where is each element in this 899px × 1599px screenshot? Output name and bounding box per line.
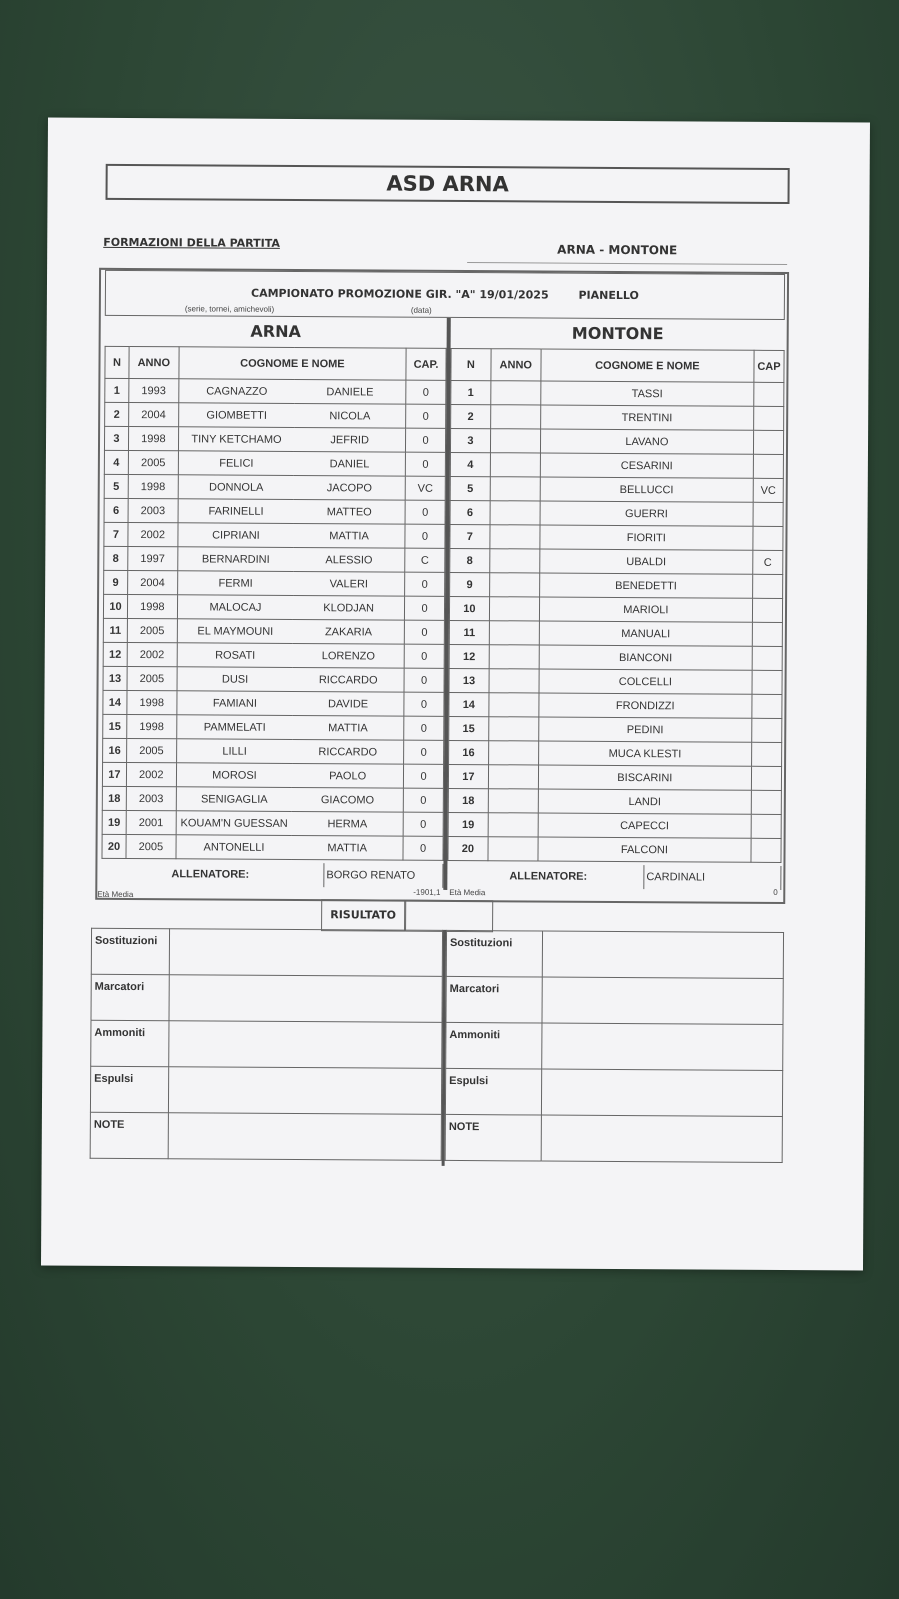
col-cognome-nome: COGNOME E NOME (541, 349, 754, 382)
table-row (104, 474, 445, 500)
player-surname: GIOMBETTI (178, 403, 294, 428)
player-number: 20 (102, 834, 126, 858)
player-name: MUCA KLESTI (538, 741, 751, 766)
player-firstname: JACOPO (294, 475, 406, 500)
table-row (103, 714, 444, 740)
player-name: FIORITI (540, 525, 753, 550)
home-espulsi-label: Espulsi (90, 1066, 168, 1112)
player-captain (753, 430, 783, 454)
table-row (103, 738, 444, 764)
player-surname: ROSATI (177, 643, 293, 668)
player-number: 17 (448, 764, 488, 788)
home-events-table (90, 928, 443, 1161)
player-year (488, 789, 538, 813)
player-year (488, 741, 538, 765)
player-captain: 0 (405, 572, 445, 596)
player-surname: FERMI (177, 571, 293, 596)
table-row (450, 428, 783, 454)
table-row (449, 644, 782, 670)
table-row (104, 498, 445, 524)
player-surname: ANTONELLI (176, 835, 292, 860)
home-ammoniti-label: Ammoniti (91, 1020, 169, 1066)
player-year (488, 765, 538, 789)
player-year: 2001 (126, 810, 176, 834)
player-number: 8 (104, 546, 128, 570)
player-firstname: RICCARDO (293, 667, 405, 692)
table-row (450, 572, 783, 598)
away-marcatori-label: Marcatori (446, 976, 542, 1023)
player-year: 2003 (126, 786, 176, 810)
table-row (449, 740, 782, 766)
player-number: 16 (449, 740, 489, 764)
player-captain: 0 (405, 500, 445, 524)
player-captain (752, 742, 782, 766)
player-number: 7 (104, 522, 128, 546)
player-captain (752, 670, 782, 694)
player-year: 2005 (127, 618, 177, 642)
player-surname: DUSI (177, 667, 293, 692)
player-surname: PAMMELATI (176, 715, 292, 740)
player-year: 2005 (128, 450, 178, 474)
home-eta-media-value: -1901,1 (413, 887, 441, 897)
player-number: 10 (103, 594, 127, 618)
player-number: 11 (449, 620, 489, 644)
home-espulsi-value (168, 1067, 441, 1115)
player-number: 12 (449, 644, 489, 668)
player-captain: 0 (404, 668, 444, 692)
player-number: 6 (450, 500, 490, 524)
player-captain: 0 (405, 596, 445, 620)
col-n: N (451, 348, 491, 380)
table-row (103, 642, 444, 668)
away-espulsi-label: Espulsi (445, 1068, 541, 1115)
player-surname: FAMIANI (177, 691, 293, 716)
player-captain: VC (405, 476, 445, 500)
player-number: 5 (104, 474, 128, 498)
player-number: 3 (104, 426, 128, 450)
table-row (102, 762, 443, 788)
player-captain: 0 (406, 428, 446, 452)
player-surname: MALOCAJ (177, 595, 293, 620)
player-year (490, 429, 540, 453)
player-captain (754, 406, 784, 430)
player-surname: EL MAYMOUNI (177, 619, 293, 644)
player-name: TRENTINI (540, 405, 753, 430)
player-year (489, 717, 539, 741)
home-note-label: NOTE (90, 1112, 168, 1158)
player-name: GUERRI (540, 501, 753, 526)
player-year (489, 645, 539, 669)
player-firstname: ZAKARIA (293, 619, 405, 644)
player-year (490, 525, 540, 549)
home-marcatori-label: Marcatori (91, 974, 169, 1020)
col-anno: ANNO (129, 346, 179, 378)
table-row (103, 666, 444, 692)
player-year (488, 813, 538, 837)
home-note-value (168, 1113, 441, 1161)
form-label: FORMAZIONI DELLA PARTITA (103, 235, 280, 250)
home-ammoniti-value (169, 1021, 442, 1069)
player-captain (752, 694, 782, 718)
player-captain (753, 454, 783, 478)
table-row (448, 764, 781, 790)
player-firstname: MATTIA (292, 715, 404, 740)
player-captain: 0 (404, 644, 444, 668)
player-firstname: VALERI (293, 571, 405, 596)
table-row (450, 524, 783, 550)
player-year: 1998 (127, 690, 177, 714)
home-sostituzioni-label: Sostituzioni (91, 928, 169, 974)
table-row (449, 620, 782, 646)
player-firstname: MATTIA (292, 835, 404, 860)
player-name: BENEDETTI (539, 573, 752, 598)
col-cognome-nome: COGNOME E NOME (179, 347, 407, 380)
player-captain: C (405, 548, 445, 572)
player-name: TASSI (540, 381, 753, 406)
player-captain: 0 (404, 620, 444, 644)
table-row (448, 836, 781, 862)
player-year: 1998 (127, 714, 177, 738)
player-number: 18 (448, 788, 488, 812)
player-number: 19 (448, 812, 488, 836)
player-number: 4 (104, 450, 128, 474)
home-eta-media-label: Età Media (97, 889, 134, 900)
player-year: 2004 (128, 570, 178, 594)
player-firstname: HERMA (292, 811, 404, 836)
player-captain: 0 (404, 764, 444, 788)
result-label: RISULTATO (321, 899, 405, 932)
player-year (490, 501, 540, 525)
player-year: 2003 (128, 498, 178, 522)
player-year: 1998 (128, 426, 178, 450)
col-n: N (105, 346, 129, 378)
player-firstname: NICOLA (294, 404, 406, 429)
table-row (103, 618, 444, 644)
table-row (102, 810, 443, 836)
player-name: LANDI (538, 789, 751, 814)
table-row (449, 596, 782, 622)
player-name: PEDINI (538, 717, 751, 742)
away-ammoniti-value (542, 1023, 783, 1070)
player-number: 10 (449, 596, 489, 620)
player-year (491, 381, 541, 405)
away-sostituzioni-value (542, 931, 783, 978)
player-captain: 0 (405, 524, 445, 548)
player-captain (751, 838, 781, 862)
player-number: 20 (448, 836, 488, 860)
away-coach-label: ALLENATORE: (509, 870, 588, 883)
away-marcatori-value (542, 977, 783, 1024)
table-row (449, 692, 782, 718)
away-sostituzioni-label: Sostituzioni (446, 930, 542, 977)
player-year: 1998 (128, 474, 178, 498)
player-number: 13 (103, 666, 127, 690)
player-year: 1993 (129, 378, 179, 402)
player-number: 18 (102, 786, 126, 810)
table-row (103, 690, 444, 716)
player-year: 2002 (128, 522, 178, 546)
player-number: 6 (104, 498, 128, 522)
table-row (102, 834, 443, 860)
player-firstname: MATTEO (294, 499, 406, 524)
home-team-name: ARNA (250, 321, 301, 342)
player-number: 2 (105, 402, 129, 426)
player-year: 2002 (127, 642, 177, 666)
player-surname: DONNOLA (178, 475, 294, 500)
player-captain (753, 502, 783, 526)
table-row (450, 500, 783, 526)
home-marcatori-value (169, 975, 442, 1023)
player-captain (753, 574, 783, 598)
away-roster-table (447, 348, 784, 863)
player-captain: VC (753, 478, 783, 502)
away-note-label: NOTE (445, 1114, 541, 1161)
small-note-left: (serie, tornei, amichevoli) (184, 304, 275, 314)
championship-label: CAMPIONATO PROMOZIONE GIR. "A" 19/01/2025 (250, 286, 549, 302)
player-year: 2005 (127, 666, 177, 690)
player-firstname: MATTIA (294, 523, 406, 548)
player-name: FRONDIZZI (539, 693, 752, 718)
player-captain: 0 (403, 788, 443, 812)
player-number: 4 (450, 452, 490, 476)
player-name: CAPECCI (538, 813, 751, 838)
player-name: BISCARINI (538, 765, 751, 790)
player-captain (752, 646, 782, 670)
player-year (488, 837, 538, 861)
col-cap: CAP (754, 350, 784, 382)
table-row (104, 522, 445, 548)
player-name: MARIOLI (539, 597, 752, 622)
lineup-sheet (41, 117, 870, 1270)
player-number: 8 (450, 548, 490, 572)
player-captain (751, 790, 781, 814)
table-row (451, 404, 784, 430)
player-firstname: PAOLO (292, 763, 404, 788)
player-surname: BERNARDINI (177, 547, 293, 572)
player-year (490, 453, 540, 477)
player-year (490, 477, 540, 501)
player-number: 5 (450, 476, 490, 500)
away-eta-media-value: 0 (773, 887, 778, 897)
player-number: 19 (102, 810, 126, 834)
table-row (449, 716, 782, 742)
player-captain: 0 (404, 692, 444, 716)
player-captain: 0 (405, 452, 445, 476)
player-captain: 0 (404, 716, 444, 740)
player-year: 1998 (127, 594, 177, 618)
player-name: BIANCONI (539, 645, 752, 670)
match-label: ARNA - MONTONE (557, 242, 678, 258)
player-captain (752, 718, 782, 742)
player-surname: TINY KETCHAMO (178, 427, 294, 452)
player-firstname: RICCARDO (292, 739, 404, 764)
player-number: 7 (450, 524, 490, 548)
table-row (104, 546, 445, 572)
player-number: 17 (102, 762, 126, 786)
venue-label: PIANELLO (578, 288, 639, 303)
player-year (489, 621, 539, 645)
player-surname: SENIGAGLIA (176, 787, 292, 812)
table-row (449, 668, 782, 694)
table-row (451, 380, 784, 406)
small-note-right: (data) (410, 305, 432, 315)
player-captain (752, 598, 782, 622)
player-surname: FARINELLI (178, 499, 294, 524)
player-year (489, 669, 539, 693)
player-name: CESARINI (540, 453, 753, 478)
player-captain (751, 766, 781, 790)
player-captain: C (753, 550, 783, 574)
player-captain: 0 (403, 836, 443, 860)
player-surname: FELICI (178, 451, 294, 476)
player-firstname: DANIEL (294, 451, 406, 476)
player-firstname: GIACOMO (292, 787, 404, 812)
player-year: 2004 (129, 402, 179, 426)
player-firstname: KLODJAN (293, 595, 405, 620)
player-captain (751, 814, 781, 838)
player-surname: CAGNAZZO (179, 379, 295, 404)
player-year (490, 405, 540, 429)
player-name: UBALDI (539, 549, 752, 574)
club-title: ASD ARNA (106, 164, 790, 204)
player-year: 2005 (126, 738, 176, 762)
table-row (102, 786, 443, 812)
player-number: 11 (103, 618, 127, 642)
player-firstname: ALESSIO (293, 547, 405, 572)
player-name: COLCELLI (539, 669, 752, 694)
home-coach-name: BORGO RENATO (323, 863, 443, 888)
player-year (489, 693, 539, 717)
player-surname: CIPRIANI (178, 523, 294, 548)
table-row (105, 378, 446, 404)
away-team-name: MONTONE (571, 323, 664, 344)
table-row (450, 476, 783, 502)
away-note-value (541, 1115, 782, 1162)
player-number: 13 (449, 668, 489, 692)
away-events-table (445, 930, 784, 1163)
player-year (489, 597, 539, 621)
player-firstname: DANIELE (294, 380, 406, 405)
away-espulsi-value (541, 1069, 782, 1116)
match-underline (467, 262, 787, 265)
player-surname: LILLI (176, 739, 292, 764)
player-number: 16 (103, 738, 127, 762)
table-row (103, 594, 444, 620)
player-year (490, 549, 540, 573)
player-captain: 0 (406, 404, 446, 428)
player-number: 14 (103, 690, 127, 714)
player-number: 9 (104, 570, 128, 594)
table-row (448, 788, 781, 814)
player-number: 15 (449, 716, 489, 740)
player-firstname: LORENZO (293, 643, 405, 668)
table-row (104, 450, 445, 476)
col-anno: ANNO (491, 349, 541, 381)
player-name: BELLUCCI (540, 477, 753, 502)
player-number: 15 (103, 714, 127, 738)
player-firstname: DAVIDE (293, 691, 405, 716)
away-coach-name: CARDINALI (643, 865, 781, 890)
home-sostituzioni-value (169, 929, 442, 977)
away-ammoniti-label: Ammoniti (446, 1022, 542, 1069)
table-row (448, 812, 781, 838)
player-captain (752, 622, 782, 646)
player-number: 2 (451, 404, 491, 428)
home-coach-label: ALLENATORE: (171, 868, 250, 881)
player-captain: 0 (404, 740, 444, 764)
player-captain: 0 (406, 380, 446, 404)
player-captain (754, 382, 784, 406)
player-year: 1997 (128, 546, 178, 570)
table-row (104, 426, 445, 452)
player-captain (753, 526, 783, 550)
player-name: FALCONI (538, 837, 751, 862)
player-year (489, 573, 539, 597)
player-number: 1 (105, 378, 129, 402)
table-row (450, 452, 783, 478)
table-row (104, 570, 445, 596)
player-name: LAVANO (540, 429, 753, 454)
away-eta-media-label: Età Media (449, 887, 486, 898)
player-number: 12 (103, 642, 127, 666)
table-row (105, 402, 446, 428)
result-value (405, 900, 493, 933)
player-number: 1 (451, 380, 491, 404)
player-year: 2005 (126, 834, 176, 858)
col-cap: CAP. (406, 348, 446, 380)
player-surname: KOUAM'N GUESSAN (176, 811, 292, 836)
player-year: 2002 (126, 762, 176, 786)
player-firstname: JEFRID (294, 427, 406, 452)
player-number: 14 (449, 692, 489, 716)
player-surname: MOROSI (176, 763, 292, 788)
player-number: 3 (450, 428, 490, 452)
player-number: 9 (450, 572, 490, 596)
player-name: MANUALI (539, 621, 752, 646)
home-roster-table (101, 346, 446, 861)
player-captain: 0 (403, 812, 443, 836)
table-row (450, 548, 783, 574)
